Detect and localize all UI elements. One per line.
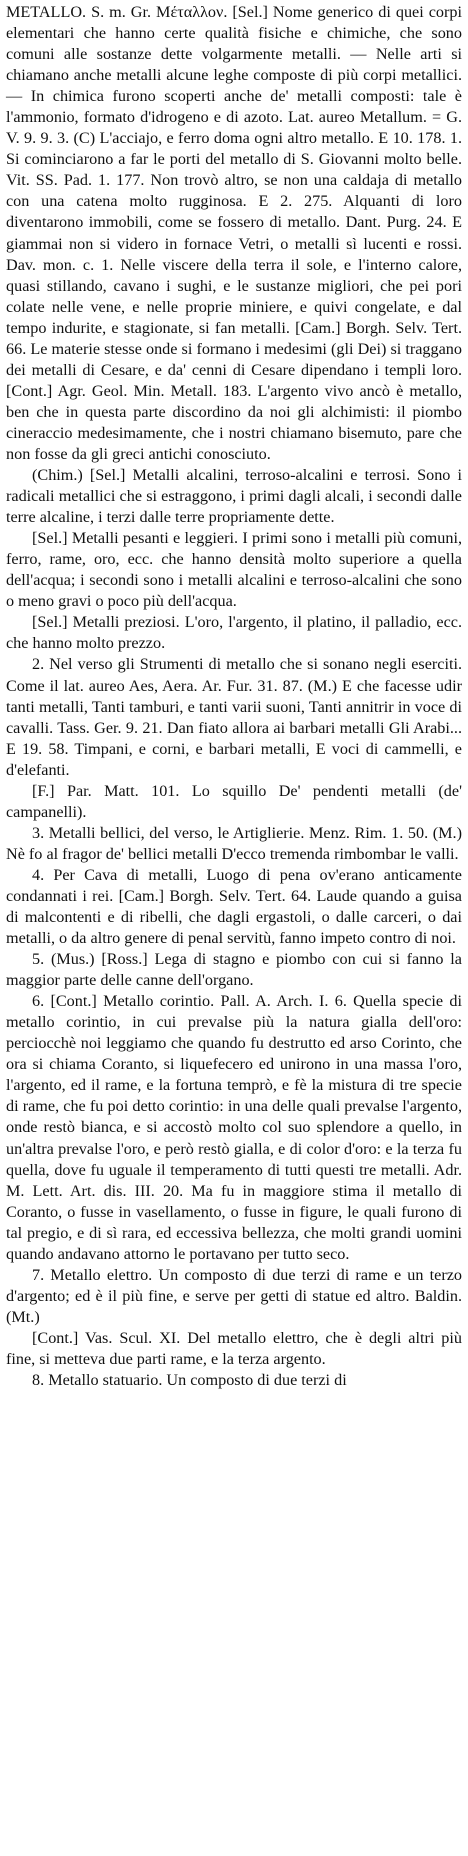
sense-precious-metals: [Sel.] Metalli preziosi. L'oro, l'argento, il platino, il palladio, ecc. che hanno molto prezzo. (6, 613, 462, 653)
sense-4-mines-penalty: 4. Per Cava di metalli, Luogo di pena ov'erano anticamente condannati i rei. [Cam.] Borgh. Selv. Tert. 64. Laude quando a guisa di malcontenti e di ribelli, che dagli ergastoli, o dalle carceri, o dai metalli, o da altro genere di penal servitù, fanno impeto contro di noi. (6, 865, 462, 948)
entry-definition: METALLO. S. m. Gr. Μέταλλον. [Sel.] Nome generico di quei corpi elementari che hanno certe qualità fisiche e chimiche, che sono comuni alle sostanze dette volgarmente metalli. — Nelle arti si chiamano anche metalli alcune leghe composte di più corpi metallici. — In chimica furono scoperti anche de' metalli composti: tale è l'ammonio, formato d'idrogeno e di azoto. Lat. aureo Metallum. = G. V. 9. 9. 3. (C) L'acciajo, e ferro doma ogni altro metallo. E 10. 178. 1. Si cominciarono a far le porti del metallo di S. Giovanni molto belle. Vit. SS. Pad. 1. 177. Non trovò altro, se non una caldaja di metallo con una catena molto rugginosa. E 2. 275. Alquanti di loro diventarono immobili, come se fossero di metallo. Dant. Purg. 24. E giammai non si videro in fornace Vetri, o metalli sì lucenti e rossi. Dav. mon. c. 1. Nelle viscere della terra il sole, e l'interno calore, quasi stillando, cavano i sughi, e le sustanze migliori, che pei pori colate nelle vene, e nelle proprie miniere, e quivi congelate, e dal tempo indurite, e stagionate, si fan metalli. [Cam.] Borgh. Selv. Tert. 66. Le materie stesse onde si formano i medesimi (gli Dei) si traggano dei metalli di Cesare, e da' cenni di Cesare dipendano i templi loro. [Cont.] Agr. Geol. Min. Metall. 183. L'argento vivo ancò è metallo, ben che in questa parte discordino da noi gli alchimisti: il piombo cineraccio medesimamente, che i nostri chiamano bisemuto, pare che non fosse da gli greci antichi conosciuto. (6, 3, 462, 463)
sense-heavy-light-metals: [Sel.] Metalli pesanti e leggieri. I primi sono i metalli più comuni, ferro, rame, oro, ecc. che hanno densità molto superiore a quella dell'acqua; i secondi sono i metalli alcalini e terroso-alcalini che sono o meno gravi o poco più dell'acqua. (6, 529, 462, 611)
sense-7-electrum-citation: [Cont.] Vas. Scul. XI. Del metallo elettro, che è degli altri più fine, si metteva due parti rame, e la terza argento. (6, 1328, 462, 1368)
sense-7-electrum: 7. Metallo elettro. Un composto di due terzi di rame e un terzo d'argento; ed è il più fine, e serve per getti di statue ed altro. Baldin. (Mt.) (6, 1265, 462, 1326)
sense-6-corinthian-metal: 6. [Cont.] Metallo corintio. Pall. A. Arch. I. 6. Quella specie di metallo corintio, in cui prevalse più la natura gialla dell'oro: perciocchè noi leggiamo che quando fu destrutto ed arso Corinto, che ora si chiama Coranto, si liquefecero ed unirono in una massa l'oro, l'argento, ed il rame, e la fortuna temprò, e fè la mistura di tre specie di rame, che fu poi detto corintio: in una delle quali prevalse l'argento, onde restò bianca, e si accostò molto col suo splendore a quello, in un'altra prevalse l'oro, e però restò gialla, e di color d'oro: e la terza fu quella, dove fu uguale il temperamento di tutti questi tre metalli. Adr. M. Lett. Art. dis. III. 20. Ma fu in maggiore stima il metallo di Coranto, o fusse in vasellamento, o fusse in figure, le quali furono di tal pregio, e di sì rara, ed eccessiva bellezza, che molti grandi uomini quando andavano attorno le portavano per tutto seco. (6, 992, 462, 1263)
sense-chemistry-alkaline-metals: (Chim.) [Sel.] Metalli alcalini, terroso-alcalini e terrosi. Sono i radicali metallici che si estraggono, i primi dagli alcali, i secondi dalle terre alcaline, i terzi dalle terre propriamente dette. (6, 466, 462, 527)
sense-5-organ-pipes: 5. (Mus.) [Ross.] Lega di stagno e piombo con cui si fanno la maggior parte delle canne dell'organo. (6, 950, 462, 990)
sense-2-bells-citation: [F.] Par. Matt. 101. Lo squillo De' pendenti metalli (de' campanelli). (6, 781, 462, 821)
sense-8-statuary-metal: 8. Metallo statuario. Un composto di due terzi di (32, 1371, 347, 1390)
sense-2-instruments: 2. Nel verso gli Strumenti di metallo che si sonano negli eserciti. Come il lat. aureo Aes, Aera. Ar. Fur. 31. 87. (M.) E che facesse udir tanti metalli, Tanti tamburi, e tanti varii suoni, Tanti annitrir in voce di cavalli. Tass. Ger. 9. 21. Dan fiato allora ai barbari metalli Gli Arabi... E 19. 58. Timpani, e corni, e barbari metalli, E voci di cammelli, e d'elefanti. (6, 655, 462, 779)
sense-3-artillery: 3. Metalli bellici, del verso, le Artiglierie. Menz. Rim. 1. 50. (M.) Nè fo al fragor de' bellici metalli D'ecco tremenda rimbombar le valli. (6, 823, 462, 863)
